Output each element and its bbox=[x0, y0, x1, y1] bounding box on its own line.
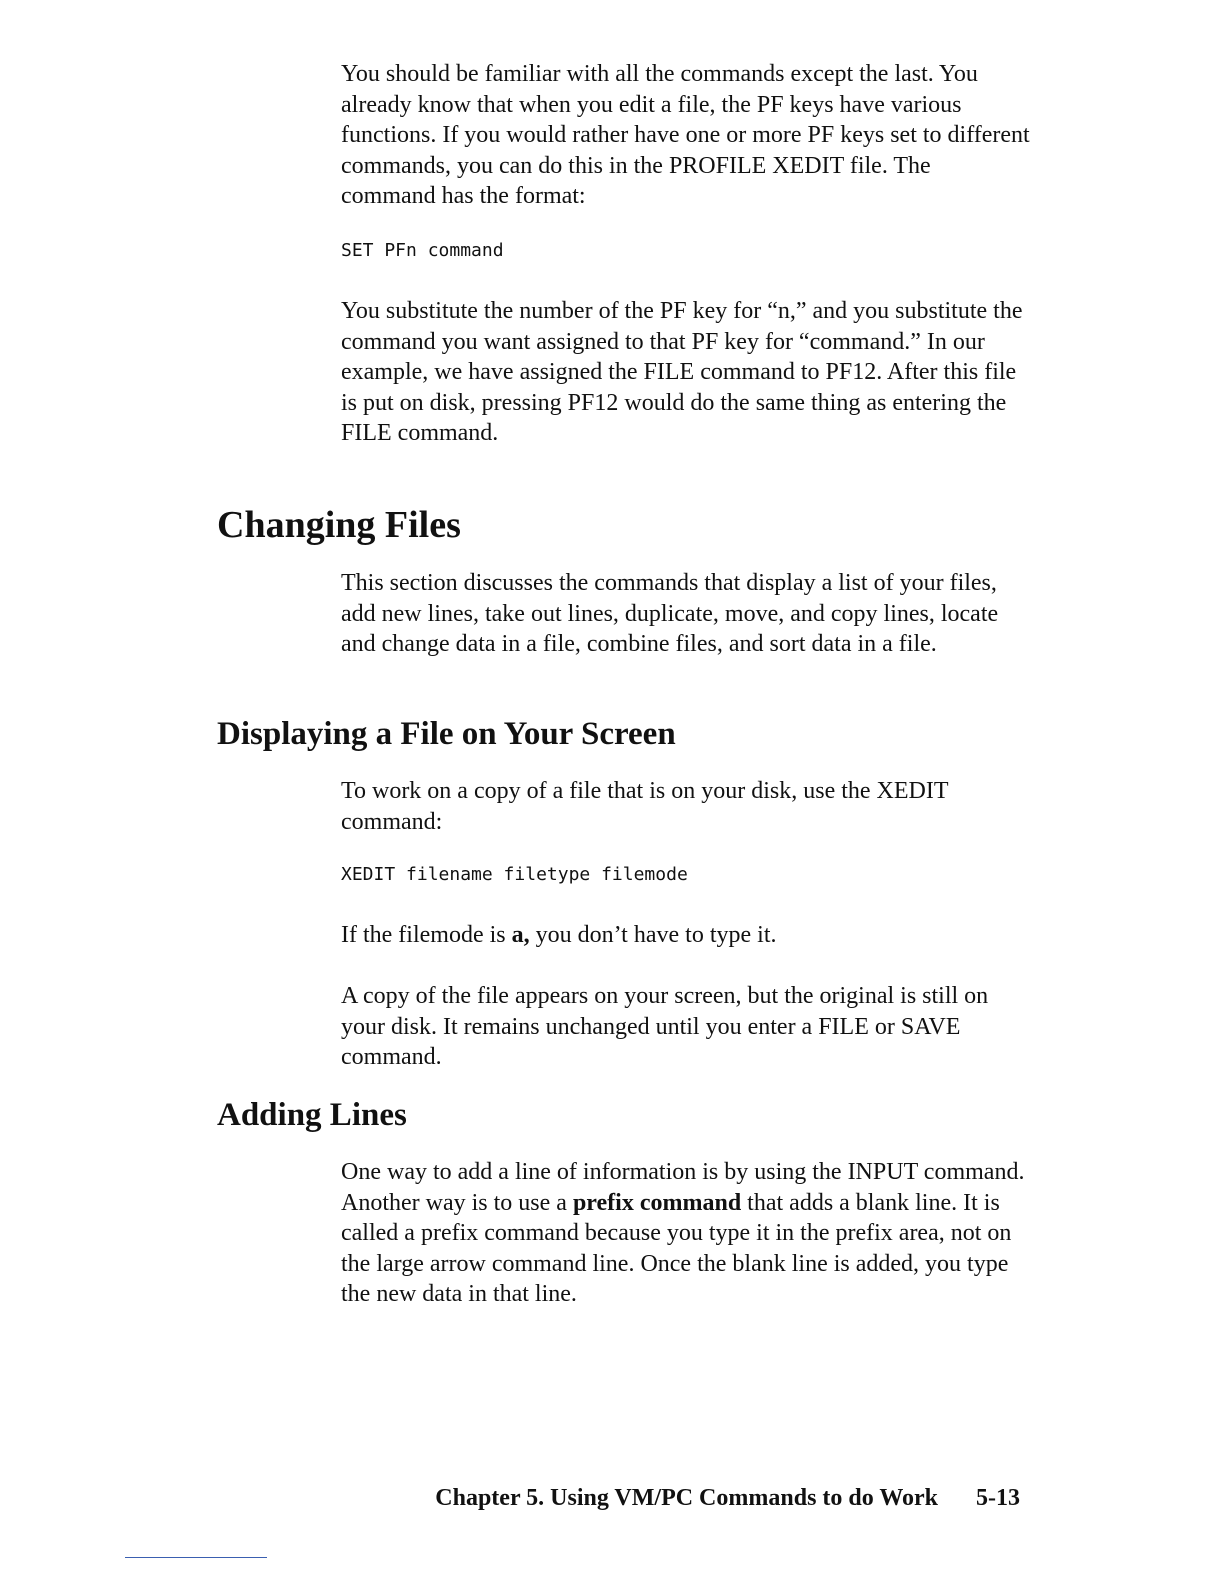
changing-files-paragraph: This section discusses the commands that display a list of your files, add new lines, take out lines, duplicate, move, and copy lines, locate and change data in a file, combine files, and sort data in a file. bbox=[341, 570, 999, 657]
intro-paragraph: You should be familiar with all the commands except the last. You already know that when you edit a file, the PF keys have various functions. If you would rather have one or more PF keys set to different commands, you can do this in the PROFILE XEDIT file. The command has the format: bbox=[341, 61, 1030, 209]
adding-lines-paragraph bbox=[341, 1157, 1031, 1310]
displaying-paragraph: To work on a copy of a file that is on your disk, use the XEDIT command: bbox=[341, 778, 949, 835]
heading-displaying-file: Displaying a File on Your Screen bbox=[217, 716, 676, 752]
prefix-command-term: prefix command bbox=[572, 1189, 742, 1216]
footer-chapter-title: Chapter 5. Using VM/PC Commands to do Work bbox=[435, 1485, 938, 1511]
filemode-note-before: If the filemode is bbox=[341, 922, 512, 948]
set-pf-format-code: SET PFn command bbox=[341, 240, 504, 261]
adding-lines-before: One way to add a line of information is by using the INPUT command. Another way is to use a bbox=[341, 1159, 1025, 1216]
adding-lines-after: that adds a blank line. It is called a prefix command because you type it in the prefix area, not on the large arrow command line. Once the blank line is added, you type the new data in that line. bbox=[341, 1189, 1012, 1307]
substitute-paragraph: You substitute the number of the PF key for “n,” and you substitute the command you want assigned to that PF key for “command.” In our example, we have assigned the FILE command to PF12. After this file is put on disk, pressing PF12 would do the same thing as entering the FILE command. bbox=[341, 298, 1023, 446]
filemode-note-after: you don’t have to type it. bbox=[529, 922, 777, 948]
xedit-command-format: XEDIT filename filetype filemode bbox=[341, 864, 688, 885]
filemode-note bbox=[341, 920, 1031, 951]
page-footer bbox=[388, 1483, 1020, 1513]
footnote-rule bbox=[125, 1557, 267, 1558]
heading-changing-files: Changing Files bbox=[217, 504, 461, 546]
heading-adding-lines: Adding Lines bbox=[217, 1097, 407, 1133]
footer-page-number: 5-13 bbox=[976, 1485, 1020, 1511]
copy-appears-paragraph: A copy of the file appears on your screen, but the original is still on your disk. It remains unchanged until you enter a FILE or SAVE command. bbox=[341, 983, 989, 1070]
filemode-note-bold: a, bbox=[511, 922, 530, 948]
